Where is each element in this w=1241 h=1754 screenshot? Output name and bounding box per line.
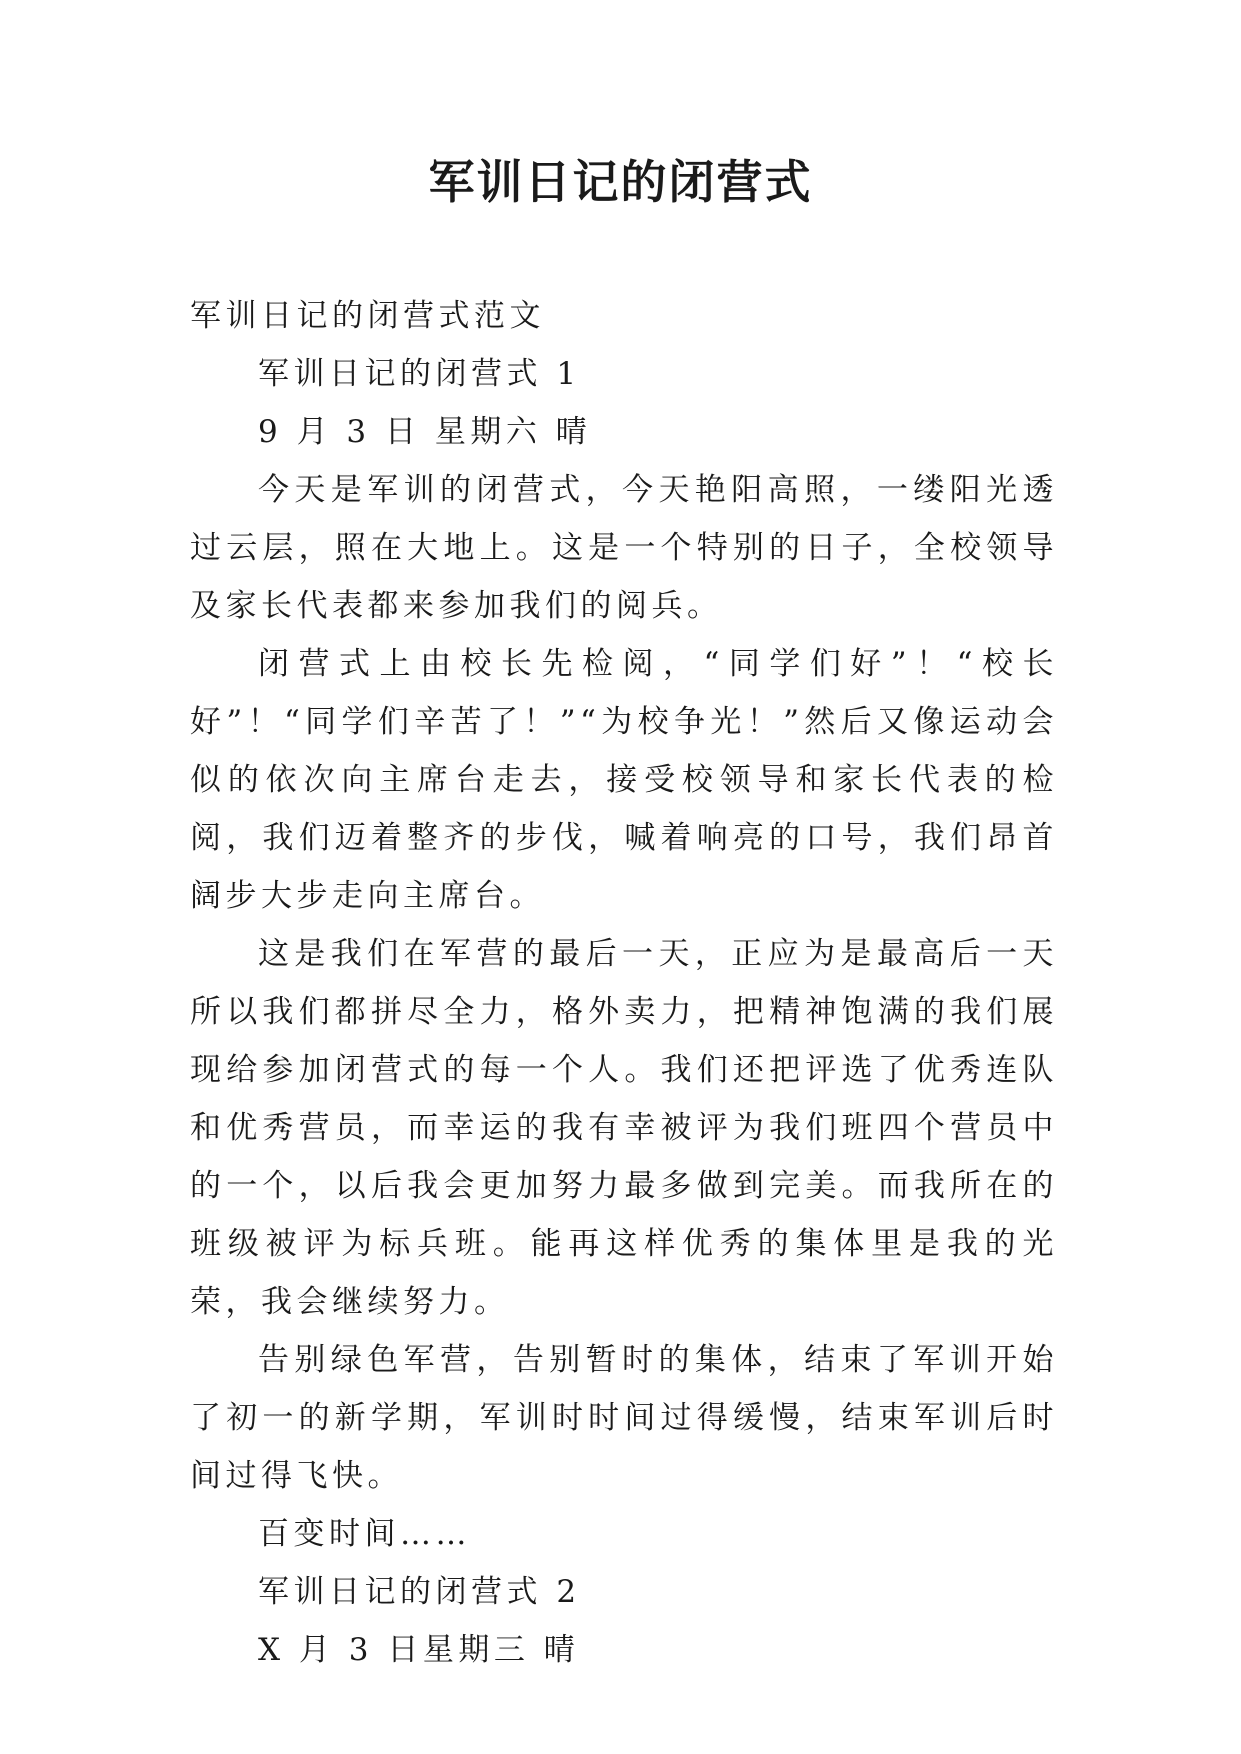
paragraph-heading: 军训日记的闭营式范文 — [190, 298, 545, 334]
paragraph: 闭营式上由校长先检阅，“同学们好”！“校长好”！“同学们辛苦了！”“为校争光！”然后又像运动会似的依次向主席台走去，接受校领导和家长代表的检阅，我们迈着整齐的步伐，喊着响亮的口号，我们昂首阔步大步走向主席台。 — [190, 646, 1058, 914]
paragraph: 这是我们在军营的最后一天，正应为是最高后一天所以我们都拼尽全力，格外卖力，把精神饱满的我们展现给参加闭营式的每一个人。我们还把评选了优秀连队和优秀营员，而幸运的我有幸被评为我们班四个营员中的一个，以后我会更加努力最多做到完美。而我所在的班级被评为标兵班。能再这样优秀的集体里是我的光荣，我会继续努力。 — [190, 936, 1058, 1320]
paragraph-entry-title-1: 军训日记的闭营式 1 — [258, 356, 581, 392]
paragraph-entry-title-2: 军训日记的闭营式 2 — [258, 1574, 581, 1610]
paragraph: 今天是军训的闭营式，今天艳阳高照，一缕阳光透过云层，照在大地上。这是一个特别的日子，全校领导及家长代表都来参加我们的阅兵。 — [190, 472, 1058, 624]
paragraph-date-1: 9 月 3 日 星期六 晴 — [258, 414, 592, 450]
paragraph-date-2: X 月 3 日星期三 晴 — [258, 1632, 580, 1668]
document-body — [190, 287, 1058, 1679]
document-title: 军训日记的闭营式 — [428, 155, 813, 209]
paragraph: 百变时间…… — [258, 1516, 471, 1552]
paragraph: 告别绿色军营，告别暂时的集体，结束了军训开始了初一的新学期，军训时时间过得缓慢，结束军训后时间过得飞快。 — [190, 1342, 1058, 1494]
